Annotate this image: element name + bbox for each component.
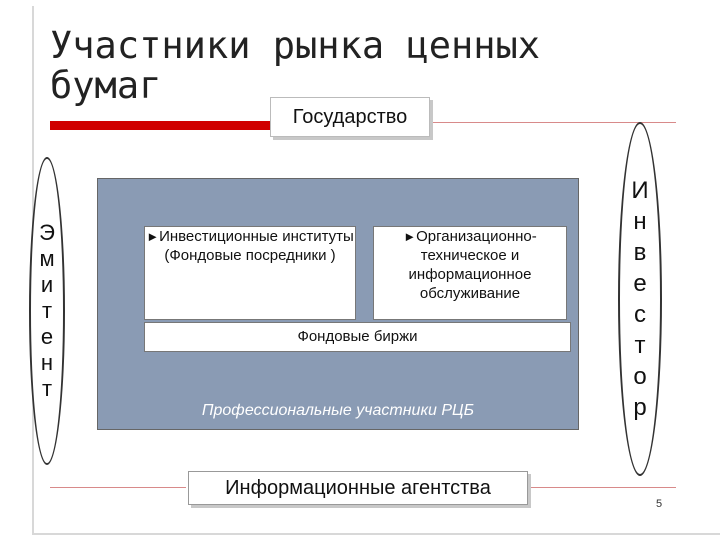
emitter-ellipse — [29, 157, 65, 465]
title-accent-bar — [50, 121, 272, 130]
investor-letter: е — [633, 270, 647, 297]
investment-institutions-text: Инвестиционные институты (Фондовые посредники ) — [159, 228, 354, 264]
professional-participants-panel — [97, 178, 579, 430]
page-number: 5 — [656, 498, 663, 510]
investment-institutions-box — [144, 226, 356, 320]
emitter-letter: е — [40, 324, 54, 349]
investor-letter: н — [633, 208, 647, 235]
stock-exchanges-box: Фондовые биржи — [144, 322, 571, 352]
investor-letter: с — [634, 301, 646, 328]
investor-ellipse — [618, 122, 662, 476]
emitter-letter: и — [40, 272, 54, 297]
investor-letter: р — [633, 394, 647, 421]
triangle-bullet-icon: ► — [146, 229, 160, 244]
bottom-divider-line-right — [530, 487, 676, 488]
bottom-divider-line-left — [50, 487, 186, 488]
investor-letter: И — [631, 177, 649, 204]
emitter-letter: т — [41, 376, 53, 401]
org-tech-service-box — [373, 226, 567, 320]
info-agencies-box: Информационные агентства — [188, 471, 528, 505]
state-box: Государство — [270, 97, 430, 137]
emitter-letter: м — [39, 246, 55, 271]
investor-letter: о — [633, 363, 647, 390]
investor-letter: в — [633, 239, 647, 266]
investor-letter: т — [634, 332, 646, 359]
emitter-letter: н — [40, 350, 54, 375]
slide-title: Участники рынка ценных бумаг — [50, 24, 541, 107]
panel-caption: Профессиональные участники РЦБ — [201, 402, 475, 419]
emitter-letter: т — [41, 298, 53, 323]
emitter-letter: Э — [39, 220, 55, 245]
org-tech-service-text: Организационно-техническое и информационное обслуживание — [408, 228, 537, 302]
triangle-bullet-icon: ► — [403, 229, 417, 244]
